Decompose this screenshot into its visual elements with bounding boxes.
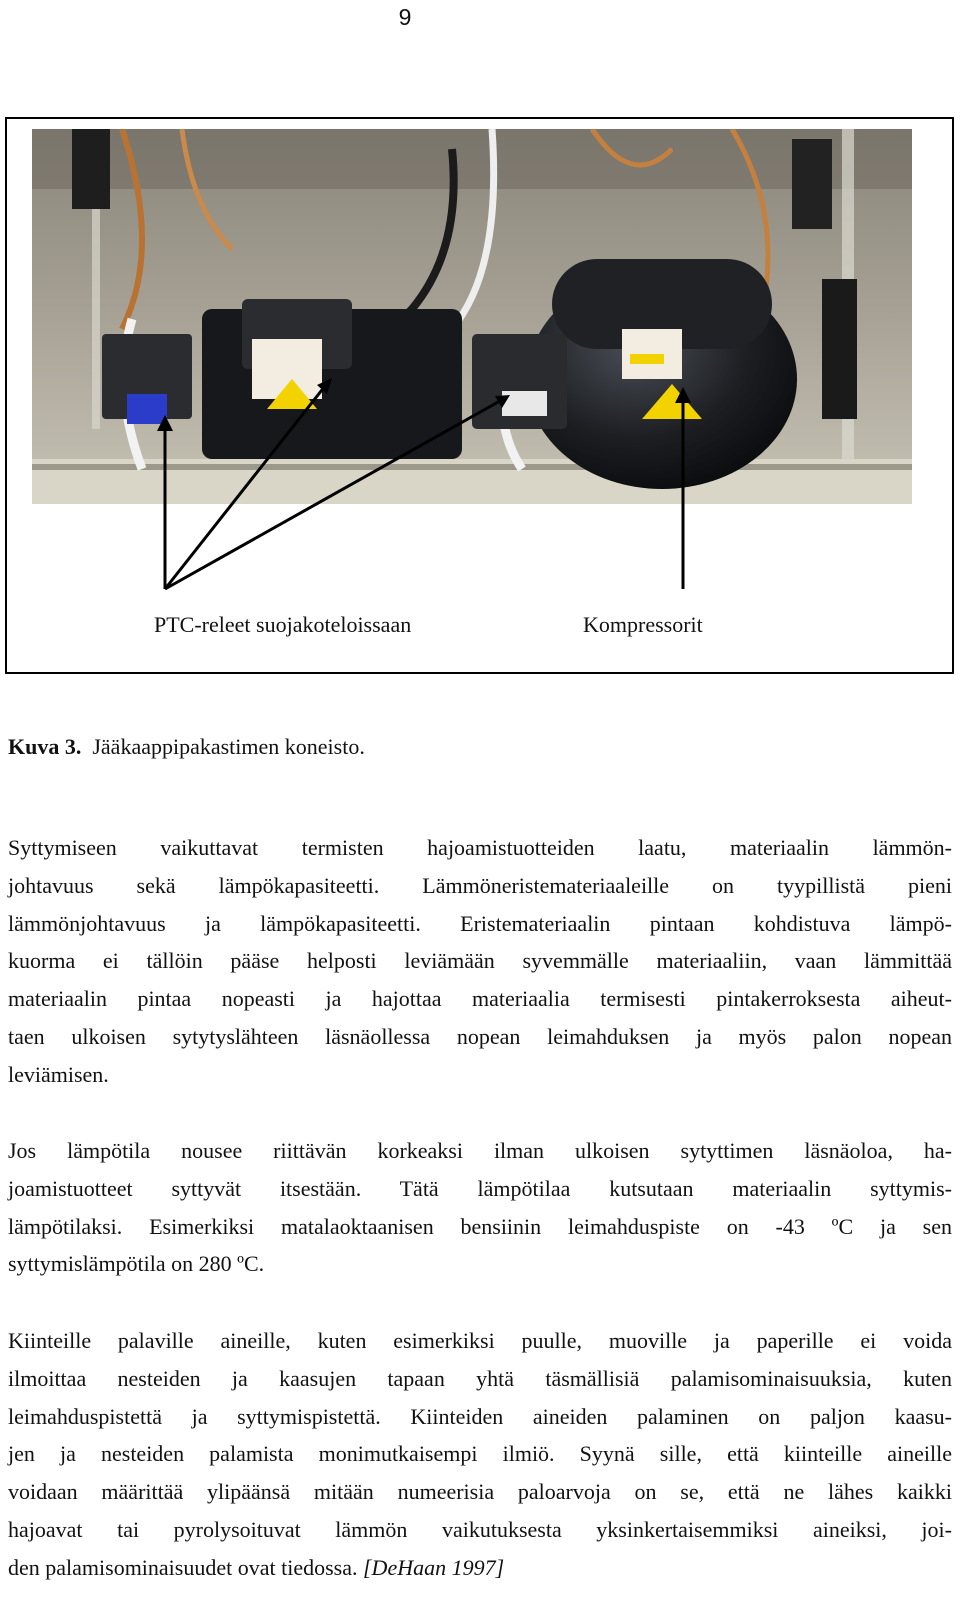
paragraph-2 <box>8 1132 952 1283</box>
text-line: leimahduspistettä ja syttymispistettä. Kiinteiden aineiden palaminen on paljon kaasu- <box>8 1403 952 1429</box>
text-line: lämmönjohtavuus ja lämpökapasiteetti. Eristemateriaalin pintaan kohdistuva lämpö- <box>8 910 952 936</box>
text-line: Jos lämpötila nousee riittävän korkeaksi ilman ulkoisen sytyttimen läsnäoloa, ha- <box>8 1138 952 1163</box>
text-line: Kiinteille palaville aineille, kuten esimerkiksi puulle, muoville ja paperille ei voida <box>8 1328 952 1353</box>
caption-text: Jääkaappipakastimen koneisto. <box>92 734 365 759</box>
paragraph-1 <box>8 829 952 1094</box>
arrows-overlay <box>7 119 952 672</box>
ptc-arrows <box>165 381 507 589</box>
paragraph-3 <box>8 1322 952 1587</box>
text-line: kuorma ei tällöin pääse helposti leviämään syvemmälle materiaaliin, vaan lämmittää <box>8 948 952 974</box>
compressors-label: Kompressorit <box>583 612 703 637</box>
text-line: voidaan määrittää ylipäänsä mitään numeerisia paloarvoja on se, että ne lähes kaikki <box>8 1479 952 1505</box>
text-line: joamistuotteet syttyvät itsestään. Tätä lämpötilaa kutsutaan materiaalin syttymis- <box>8 1175 952 1201</box>
figure-frame <box>5 117 954 674</box>
text-line: leviämisen. <box>8 1061 109 1087</box>
citation: [DeHaan 1997] <box>363 1554 505 1580</box>
text-line: syttymislämpötila on 280 ºC. <box>8 1251 265 1277</box>
text-line: taen ulkoisen sytytyslähteen läsnäollessa nopean leimahduksen ja myös palon nopean <box>8 1023 952 1049</box>
text-line: jen ja nesteiden palamista monimutkaisempi ilmiö. Syynä sille, että kiinteille aineille <box>8 1441 952 1467</box>
text-line: hajoavat tai pyrolysoituvat lämmön vaikutuksesta yksinkertaisemmiksi aineiksi, joi- <box>8 1516 952 1542</box>
figure-caption <box>8 734 365 760</box>
text-line: johtavuus sekä lämpökapasiteetti. Lämmöneristemateriaaleille on tyypillistä pieni <box>8 872 952 898</box>
text-line: ilmoittaa nesteiden ja kaasujen tapaan yhtä täsmällisiä palamisominaisuuksia, kuten <box>8 1365 952 1391</box>
caption-label: Kuva 3. <box>8 734 82 759</box>
page-number: 9 <box>398 4 412 30</box>
text-line: materiaalin pintaa nopeasti ja hajottaa materiaalia termisesti pintakerroksesta aiheut- <box>8 986 952 1012</box>
ptc-relay-label: PTC-releet suojakoteloissaan <box>154 612 412 637</box>
text-line: Syttymiseen vaikuttavat termisten hajoamistuotteiden laatu, materiaalin lämmön- <box>8 835 952 860</box>
text-line: den palamisominaisuudet ovat tiedossa. <box>8 1554 358 1580</box>
last-line <box>8 1549 952 1587</box>
text-line: lämpötilaksi. Esimerkiksi matalaoktaanisen bensiinin leimahduspiste on -43 ºC ja sen <box>8 1213 952 1239</box>
